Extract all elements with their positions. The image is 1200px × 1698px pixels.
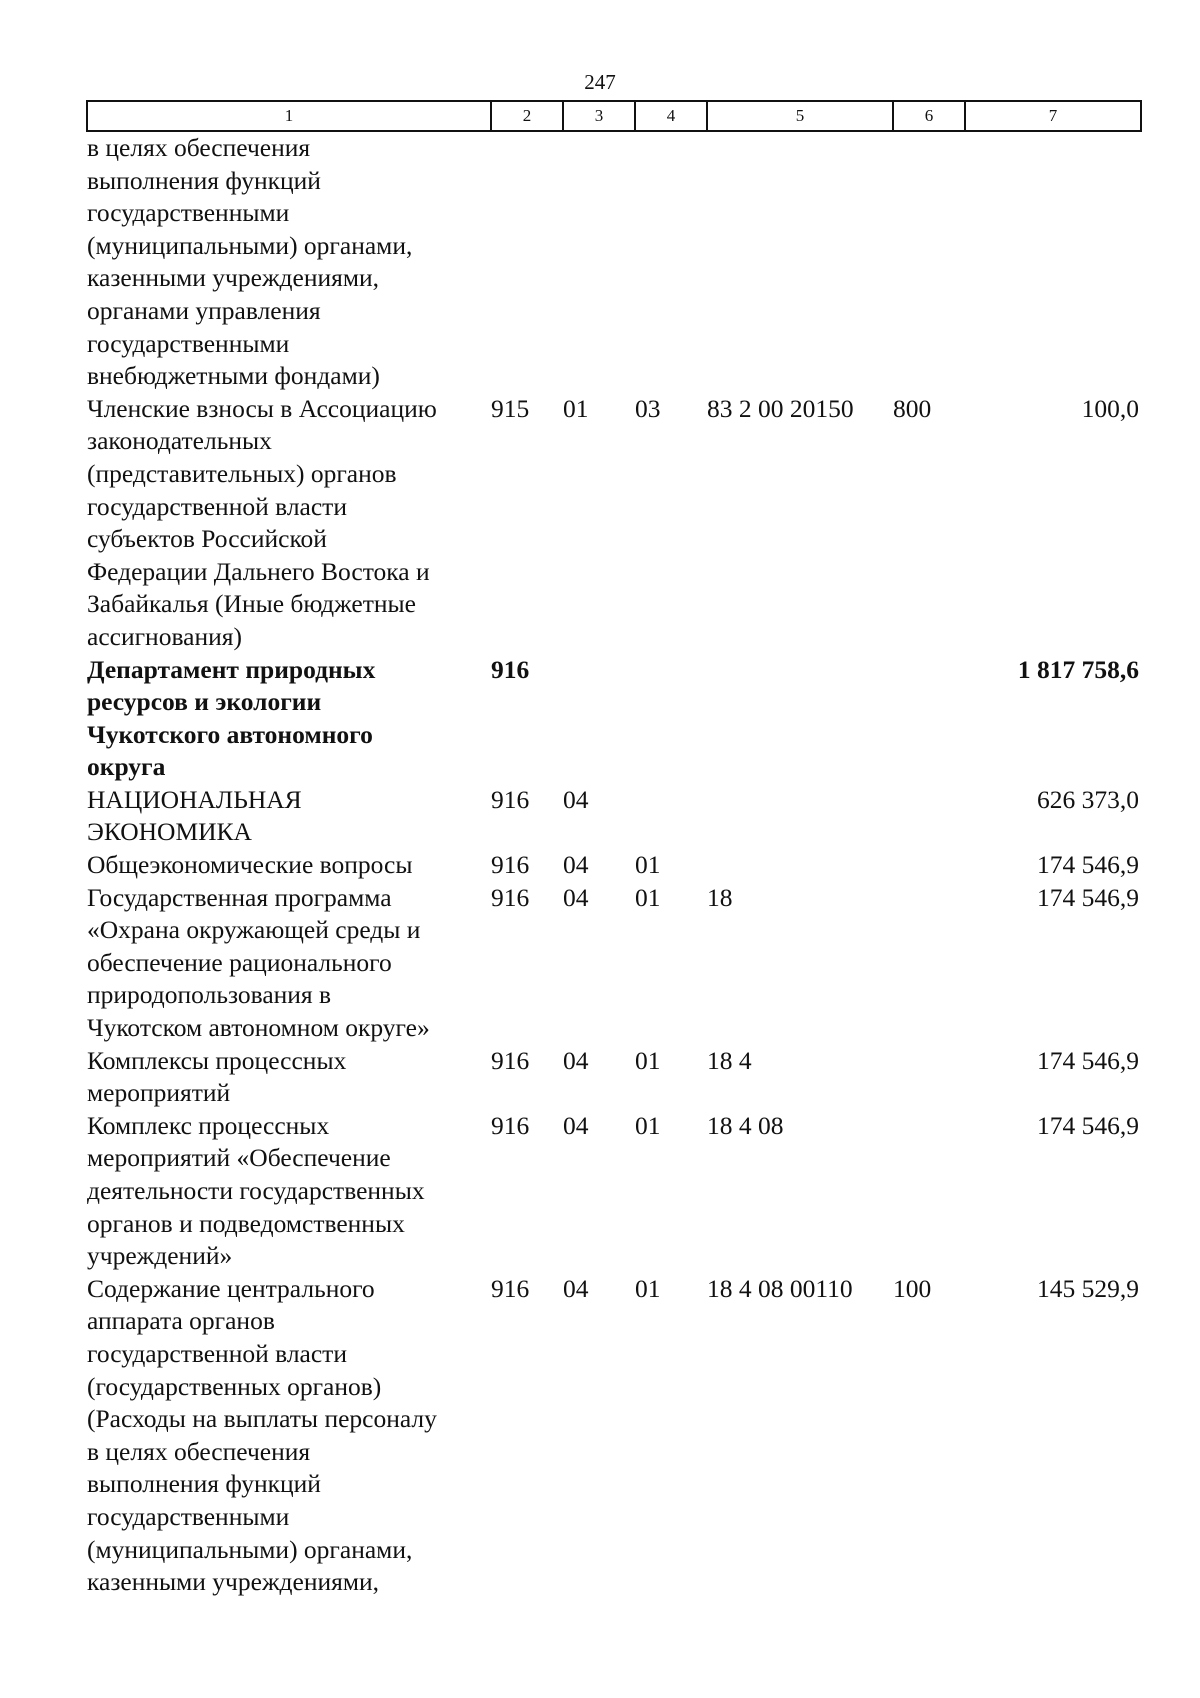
cell-target-item: 83 2 00 20150 <box>707 393 854 423</box>
cell-section: 04 <box>563 1110 589 1140</box>
name-line: в целях обеспечения <box>87 1436 311 1466</box>
table-row <box>87 131 1141 393</box>
cell-section: 04 <box>563 882 589 912</box>
name-line: внебюджетными фондами) <box>87 361 380 391</box>
cell-name <box>87 849 491 882</box>
column-number: 5 <box>707 101 893 131</box>
name-line: Государственная программа <box>87 882 392 912</box>
cell-amount: 1 817 758,6 <box>1017 654 1139 684</box>
cell-name <box>87 654 491 784</box>
cell-name <box>87 1045 491 1110</box>
cell-ministry-code: 916 <box>491 1110 530 1140</box>
name-line: (муниципальными) органами, <box>87 1534 413 1564</box>
column-number: 7 <box>965 101 1141 131</box>
name-line: Комплексы процессных <box>87 1045 347 1075</box>
cell-name <box>87 131 491 393</box>
cell-expense-type <box>893 654 965 784</box>
cell-section: 01 <box>563 393 589 423</box>
name-line: Федерации Дальнего Востока и <box>87 556 430 586</box>
cell-amount <box>965 131 1141 393</box>
cell-expense-type: 100 <box>893 1273 932 1303</box>
cell-amount: 626 373,0 <box>1037 784 1139 814</box>
cell-subsection: 01 <box>635 882 661 912</box>
cell-expense-type <box>893 784 965 849</box>
name-line: учреждений» <box>87 1241 233 1271</box>
column-number-row <box>87 101 1141 131</box>
name-line: аппарата органов <box>87 1306 275 1336</box>
name-line: округа <box>87 752 166 782</box>
column-number: 4 <box>635 101 707 131</box>
cell-expense-type <box>893 849 965 882</box>
cell-section <box>563 131 635 393</box>
name-line: органами управления <box>87 295 321 325</box>
cell-section: 04 <box>563 784 589 814</box>
name-line: Содержание центрального <box>87 1273 375 1303</box>
cell-name <box>87 882 491 1045</box>
cell-amount: 174 546,9 <box>1037 882 1139 912</box>
name-line: выполнения функций <box>87 1469 321 1499</box>
name-line: ассигнования) <box>87 621 242 651</box>
cell-subsection: 03 <box>635 393 661 423</box>
cell-amount: 174 546,9 <box>1037 850 1139 880</box>
name-line: Членские взносы в Ассоциацию <box>87 393 437 423</box>
cell-name <box>87 1110 491 1273</box>
column-number: 3 <box>563 101 635 131</box>
name-line: мероприятий <box>87 1078 231 1108</box>
cell-section: 04 <box>563 850 589 880</box>
name-line: Департамент природных <box>87 654 376 684</box>
cell-subsection: 01 <box>635 1110 661 1140</box>
name-line: государственными <box>87 198 290 228</box>
table-header <box>87 101 1141 131</box>
name-line: (государственных органов) <box>87 1371 382 1401</box>
cell-target-item: 18 4 08 <box>707 1110 784 1140</box>
column-number: 1 <box>87 101 491 131</box>
cell-subsection: 01 <box>635 850 661 880</box>
name-line: казенными учреждениями, <box>87 1567 380 1597</box>
cell-target-item: 18 4 <box>707 1045 752 1075</box>
cell-ministry-code <box>491 131 563 393</box>
column-number: 2 <box>491 101 563 131</box>
name-line: Комплекс процессных <box>87 1110 330 1140</box>
name-line: субъектов Российской <box>87 524 327 554</box>
name-line: ЭКОНОМИКА <box>87 817 252 847</box>
name-line: государственной власти <box>87 1338 347 1368</box>
table-row <box>87 849 1141 882</box>
cell-name <box>87 784 491 849</box>
cell-expense-type <box>893 1110 965 1273</box>
name-line: деятельности государственных <box>87 1176 425 1205</box>
cell-section: 04 <box>563 1273 589 1303</box>
cell-name <box>87 1273 491 1599</box>
cell-subsection <box>635 784 707 849</box>
table-body <box>87 131 1141 1599</box>
name-line: законодательных <box>87 426 272 456</box>
cell-ministry-code: 916 <box>491 654 530 684</box>
cell-expense-type <box>893 131 965 393</box>
cell-ministry-code: 916 <box>491 784 530 814</box>
table-row <box>87 1045 1141 1110</box>
cell-name <box>87 393 491 654</box>
budget-table <box>86 100 1142 1599</box>
cell-amount: 174 546,9 <box>1037 1045 1139 1075</box>
page-number: 247 <box>584 70 616 94</box>
cell-ministry-code: 916 <box>491 1273 530 1303</box>
name-line: «Охрана окружающей среды и <box>87 915 421 945</box>
name-line: Чукотском автономном округе» <box>87 1013 430 1043</box>
cell-target-item <box>707 131 893 393</box>
name-line: (Расходы на выплаты персоналу <box>87 1404 437 1434</box>
cell-subsection <box>635 131 707 393</box>
name-line: НАЦИОНАЛЬНАЯ <box>87 784 302 814</box>
cell-ministry-code: 915 <box>491 393 530 423</box>
cell-subsection: 01 <box>635 1273 661 1303</box>
name-line: в целях обеспечения <box>87 133 311 162</box>
name-line: (представительных) органов <box>87 458 397 488</box>
cell-expense-type: 800 <box>893 393 932 423</box>
name-line: (муниципальными) органами, <box>87 230 413 260</box>
cell-amount: 100,0 <box>1081 393 1139 423</box>
cell-target-item: 18 4 08 00110 <box>707 1273 853 1303</box>
table-row <box>87 784 1141 849</box>
name-line: государственными <box>87 1501 290 1531</box>
name-line: Чукотского автономного <box>87 719 373 749</box>
cell-amount: 174 546,9 <box>1037 1110 1139 1140</box>
cell-target-item <box>707 849 893 882</box>
cell-ministry-code: 916 <box>491 850 530 880</box>
table-row <box>87 393 1141 654</box>
column-number: 6 <box>893 101 965 131</box>
table-row <box>87 1110 1141 1273</box>
table-row <box>87 882 1141 1045</box>
cell-section <box>563 654 635 784</box>
name-line: органов и подведомственных <box>87 1208 405 1238</box>
name-line: казенными учреждениями, <box>87 263 380 293</box>
table-row <box>87 654 1141 784</box>
name-line: Забайкалья (Иные бюджетные <box>87 589 416 619</box>
cell-expense-type <box>893 1045 965 1110</box>
name-line: Общеэкономические вопросы <box>87 850 413 880</box>
cell-target-item <box>707 654 893 784</box>
cell-section: 04 <box>563 1045 589 1075</box>
cell-expense-type <box>893 882 965 1045</box>
name-line: государственной власти <box>87 491 347 521</box>
name-line: мероприятий «Обеспечение <box>87 1143 391 1173</box>
name-line: ресурсов и экологии <box>87 687 322 717</box>
cell-subsection: 01 <box>635 1045 661 1075</box>
name-line: выполнения функций <box>87 165 321 195</box>
name-line: природопользования в <box>87 980 332 1010</box>
cell-target-item: 18 <box>707 882 733 912</box>
cell-amount: 145 529,9 <box>1037 1273 1139 1303</box>
cell-subsection <box>635 654 707 784</box>
table-row <box>87 1273 1141 1599</box>
cell-ministry-code: 916 <box>491 1045 530 1075</box>
name-line: государственными <box>87 328 290 358</box>
cell-target-item <box>707 784 893 849</box>
name-line: обеспечение рационального <box>87 947 392 977</box>
cell-ministry-code: 916 <box>491 882 530 912</box>
